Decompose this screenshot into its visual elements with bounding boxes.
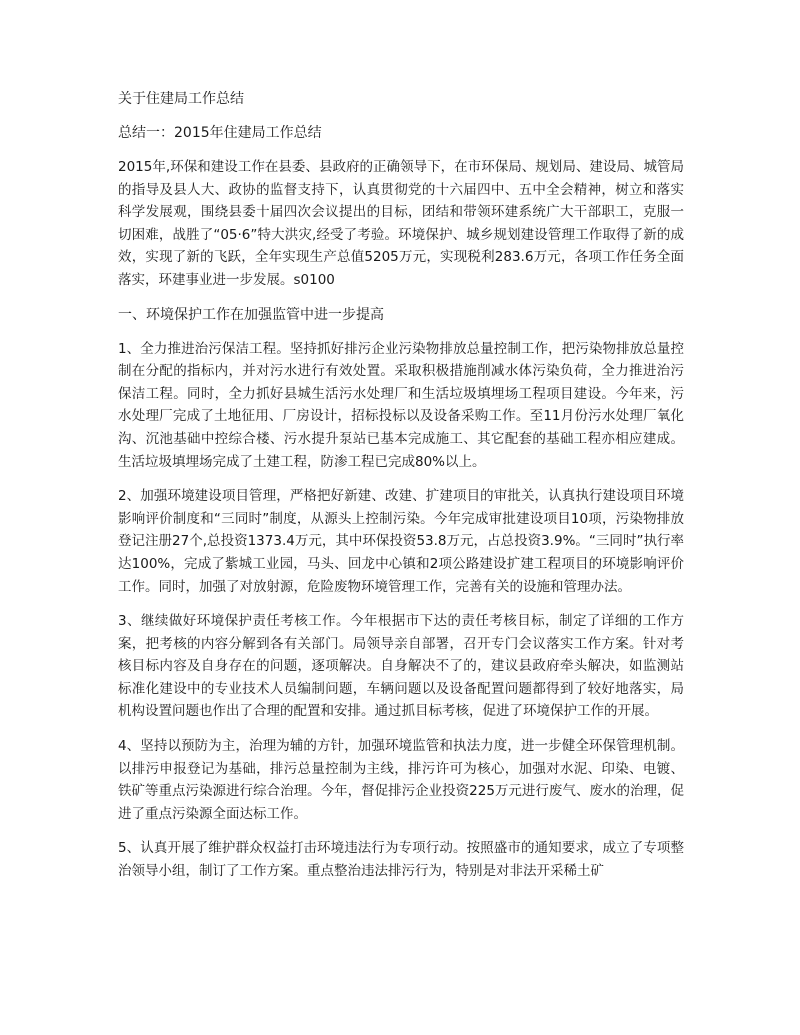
paragraph-3: 3、继续做好环境保护责任考核工作。今年根据市下达的责任考核目标，制定了详细的工作方案，把考核的内容分解到各有关部门。局领导亲自部署，召开专门会议落实工作方案。针对考核目标内容及自身存在的问题，逐项解决。自身解决不了的，建议县政府牵头解决，如监测站标准化建设中的专业技术人员编制问题，车辆问题以及设备配置问题都得到了较好地落实，局机构设置问题也作出了合理的配置和安排。通过抓目标考核，促进了环境保护工作的开展。 — [118, 613, 684, 720]
paragraph-2: 2、加强环境建设项目管理，严格把好新建、改建、扩建项目的审批关，认真执行建设项目环境影响评价制度和“三同时”制度，从源头上控制污染。今年完成审批建设项目10项，污染物排放登记注册27个,总投资1373.4万元，其中环保投资53.8万元，占总投资3.9%。“三同时”执行率达100%，完成了紫城工业园，马头、回龙中心镇和2项公路建设扩建工程项目的环境影响评价工作。同时，加强了对放射源，危险废物环境管理工作，完善有关的设施和管理办法。 — [118, 488, 684, 595]
intro-paragraph: 2015年,环保和建设工作在县委、县政府的正确领导下，在市环保局、规划局、建设局、城管局的指导及县人大、政协的监督支持下，认真贯彻党的十六届四中、五中全会精神，树立和落实科学发展观，围绕县委十届四次会议提出的目标，团结和带领环建系统广大干部职工，克服一切困难，战胜了“05·6”特大洪灾,经受了考验。环境保护、城乡规划建设管理工作取得了新的成效，实现了新的飞跃，全年实现生产总值5205万元，实现税利283.6万元，各项工作任务全面落实，环建事业进一步发展。s0100 — [118, 159, 684, 288]
document-page — [118, 88, 684, 895]
document-title: 关于住建局工作总结 — [118, 91, 244, 107]
paragraph-5: 5、认真开展了维护群众权益打击环境违法行为专项行动。按照盛市的通知要求，成立了专项整治领导小组，制订了工作方案。重点整治违法排污行为，特别是对非法开采稀土矿 — [118, 840, 684, 880]
section-heading: 一、环境保护工作在加强监管中进一步提高 — [118, 306, 384, 323]
document-subtitle: 总结一：2015年住建局工作总结 — [118, 125, 322, 141]
paragraph-1: 1、全力推进治污保洁工程。坚持抓好排污企业污染物排放总量控制工作，把污染物排放总量控制在分配的指标内，并对污水进行有效处置。采取积极措施削减水体污染负荷，全力推进治污保洁工程。同时，全力抓好县城生活污水处理厂和生活垃圾填埋场工程项目建设。今年来，污水处理厂完成了土地征用、厂房设计，招标投标以及设备采购工作。至11月份污水处理厂氧化沟、沉池基础中控综合楼、污水提升泵站已基本完成施工、其它配套的基础工程亦相应建成。生活垃圾填埋场完成了土建工程，防渗工程已完成80%以上。 — [118, 340, 684, 470]
paragraph-4: 4、坚持以预防为主，治理为辅的方针，加强环境监管和执法力度，进一步健全环保管理机制。以排污申报登记为基础，排污总量控制为主线，排污许可为核心，加强对水泥、印染、电镀、铁矿等重点污染源进行综合治理。今年，督促排污企业投资225万元进行废气、废水的治理，促进了重点污染源全面达标工作。 — [118, 738, 684, 822]
